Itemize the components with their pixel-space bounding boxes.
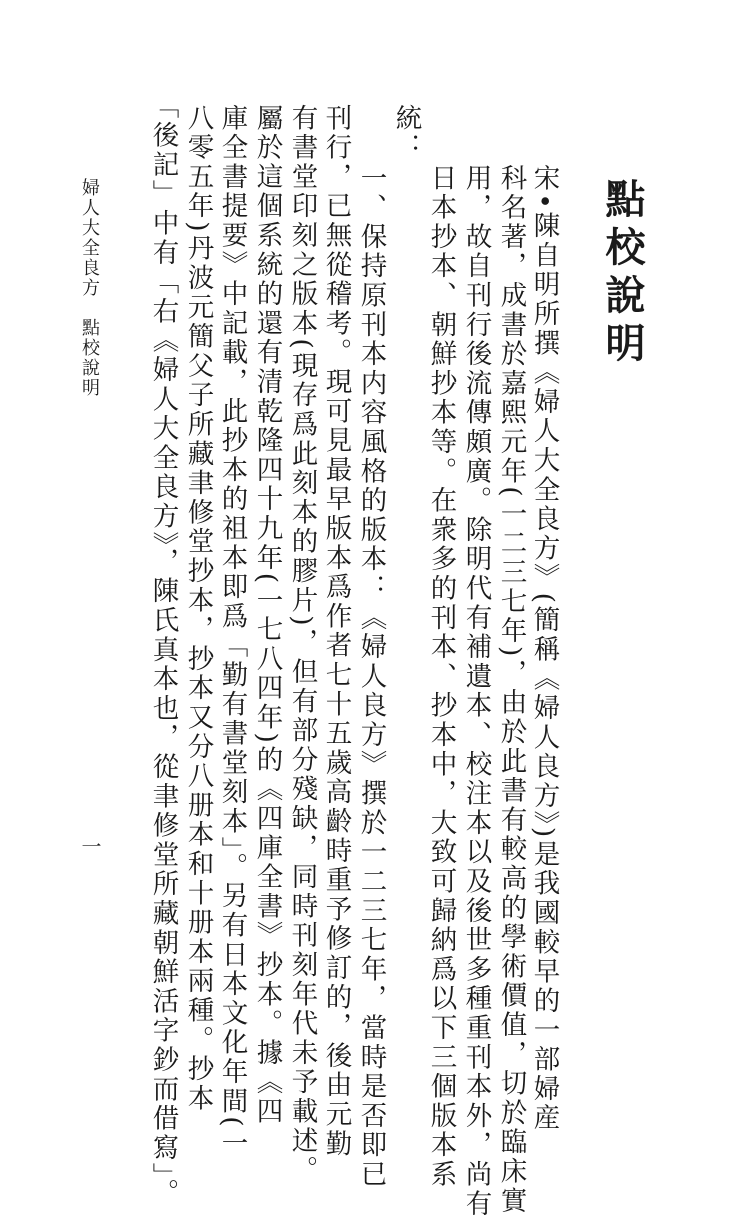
- section-1-line-5: 庫全書提要》中記載，此抄本的祖本即爲「勤有書堂刻本」。另有日本文化年間(一: [216, 104, 248, 1159]
- paragraph-1-line-4: 日本抄本、朝鮮抄本等。在衆多的刊本、抄本中，大致可歸納爲以下三個版本系: [425, 164, 457, 1190]
- section-1-line-6: 八零五年)丹波元簡父子所藏聿修堂抄本，抄本又分八册本和十册本兩種。抄本: [182, 104, 214, 1114]
- section-1-line-2: 刊行，已無從稽考。現可見最早版本爲作者七十五歲高齡時重予修訂的，後由元勤: [320, 104, 352, 1159]
- page-number: 一: [78, 836, 102, 856]
- section-1-line-1: 一、保持原刊本内容風格的版本：《婦人良方》撰於一二三七年，當時是否即已: [355, 164, 387, 1190]
- paragraph-1-line-1: 宋•陳自明所撰《婦人大全良方》(簡稱《婦人良方》)是我國較早的一部婦産: [528, 164, 560, 1134]
- section-1-line-7: 「後記」中有「右《婦人大全良方》，陳氏真本也，從聿修堂所藏朝鮮活字鈔而借寫」。: [147, 92, 179, 1209]
- paragraph-1-line-3: 用，故自刊行後流傳頗廣。除明代有補遺本、校注本以及後世多種重刊本外，尚有: [460, 164, 492, 1219]
- paragraph-1-line-5: 統：: [390, 104, 422, 163]
- section-1-line-4: 屬於這個系統的還有清乾隆四十九年(一七八四年)的《四庫全書》抄本。據《四: [251, 104, 283, 1127]
- page-title: 點校說明: [599, 178, 646, 370]
- section-1-line-3: 有書堂印刻之版本(現存爲此刻本的膠片)，但有部分殘缺，同時刊刻年代未予載述。: [286, 104, 318, 1186]
- paragraph-1-line-2: 科名著，成書於嘉熙元年(一二三七年)，由於此書有較高的學術價值，切於臨床實: [495, 164, 527, 1216]
- running-head: 婦人大全良方 點校說明: [79, 178, 100, 398]
